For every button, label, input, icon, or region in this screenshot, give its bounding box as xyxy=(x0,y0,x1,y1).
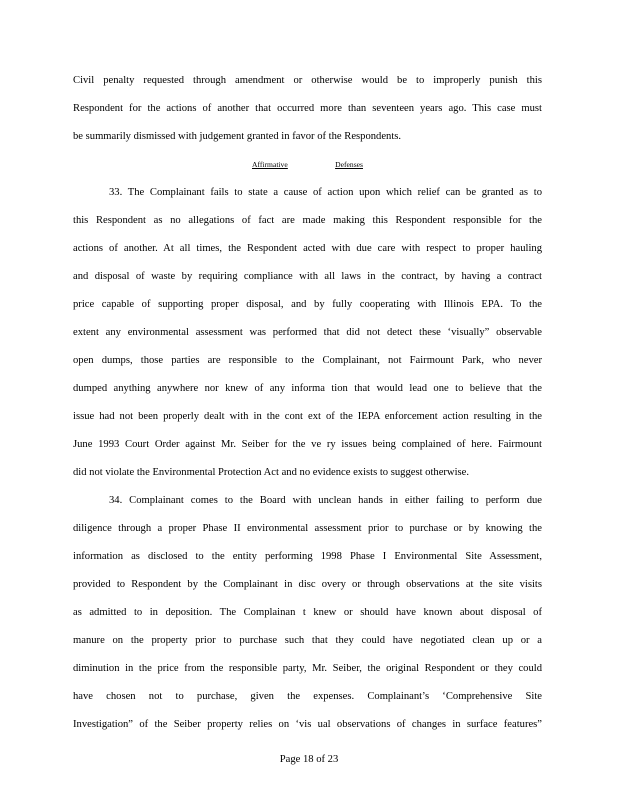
paragraph-line: Investigation” of the Seiber property relies on ‘vis ual observations of changes in surface features” xyxy=(73,719,542,730)
paragraph-line: and disposal of waste by requiring compliance with all laws in the contract, by having a contract xyxy=(73,271,542,282)
paragraph-line: as admitted to in deposition. The Complainan t knew or should have known about disposal of xyxy=(73,607,542,618)
paragraph-line: issue had not been properly dealt with in the cont ext of the IEPA enforcement action resulting in the xyxy=(73,411,542,422)
paragraph-line: actions of another. At all times, the Respondent acted with due care with respect to proper hauling xyxy=(73,243,542,254)
heading-word-affirmative: Affirmative xyxy=(252,160,288,169)
paragraph-line: provided to Respondent by the Complainant in disc overy or through observations at the site visits xyxy=(73,579,542,590)
section-heading xyxy=(252,160,363,170)
paragraph-line: Civil penalty requested through amendment or otherwise would be to improperly punish this xyxy=(73,75,542,86)
paragraph-line: this Respondent as no allegations of fact are made making this Respondent responsible for the xyxy=(73,215,542,226)
paragraph-line: did not violate the Environmental Protection Act and no evidence exists to suggest otherwise. xyxy=(73,467,470,478)
paragraph-line: open dumps, those parties are responsible to the Complainant, not Fairmount Park, who never xyxy=(73,355,542,366)
paragraph-line: June 1993 Court Order against Mr. Seiber for the ve ry issues being complained of here. Fairmount xyxy=(73,439,542,450)
paragraph-line: 34. Complainant comes to the Board with unclean hands in either failing to perform due xyxy=(109,495,542,506)
paragraph-line: have chosen not to purchase, given the expenses. Complainant’s ‘Comprehensive Site xyxy=(73,691,542,702)
paragraph-line: manure on the property prior to purchase such that they could have negotiated clean up or a xyxy=(73,635,542,646)
paragraph-line: diminution in the price from the responsible party, Mr. Seiber, the original Respondent or they could xyxy=(73,663,542,674)
paragraph-line: extent any environmental assessment was performed that did not detect these ‘visually” observable xyxy=(73,327,542,338)
paragraph-line: 33. The Complainant fails to state a cause of action upon which relief can be granted as to xyxy=(109,187,542,198)
heading-word-defenses: Defenses xyxy=(335,160,363,169)
page-number: Page 18 of 23 xyxy=(279,754,339,765)
paragraph-line: information as disclosed to the entity performing 1998 Phase I Environmental Site Assessment, xyxy=(73,551,542,562)
paragraph-line: price capable of supporting proper disposal, and by fully cooperating with Illinois EPA. To the xyxy=(73,299,542,310)
paragraph-line: diligence through a proper Phase II environmental assessment prior to purchase or by knowing the xyxy=(73,523,542,534)
paragraph-line: be summarily dismissed with judgement granted in favor of the Respondents. xyxy=(73,131,402,142)
paragraph-line: dumped anything anywhere nor knew of any informa tion that would lead one to believe that the xyxy=(73,383,542,394)
paragraph-line: Respondent for the actions of another that occurred more than seventeen years ago. This case must xyxy=(73,103,542,114)
